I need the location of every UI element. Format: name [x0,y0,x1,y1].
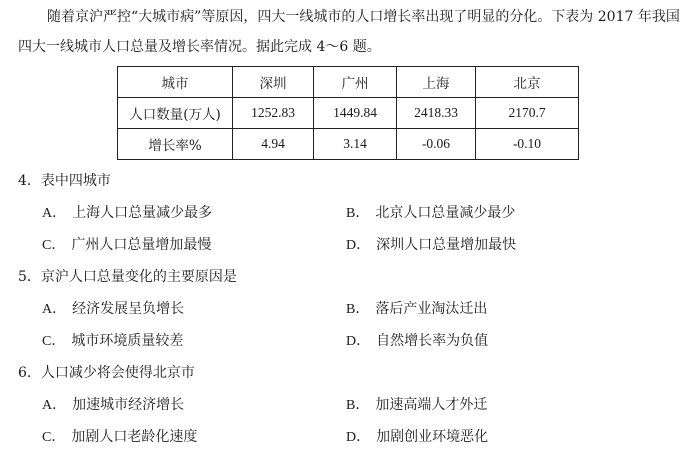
table-header-cell: 广州 [314,67,397,98]
table-row [118,129,579,160]
option-letter: B． [346,206,370,221]
q6-option-b [346,395,487,416]
question-4-stem: 4．表中四城市 [18,173,111,189]
intro-line-2: 四大一线城市人口总量及增长率情况。据此完成 4～6 题。 [18,39,381,55]
option-text: 加速高端人才外迁 [375,397,488,413]
table-row-label: 增长率% [118,129,233,160]
table-header-row [118,67,579,98]
q4-option-a [42,203,212,224]
q5-option-d [346,331,488,352]
table-cell: 1252.83 [233,98,314,129]
table-cell: 4.94 [233,129,314,160]
question-5-stem: 5．京沪人口总量变化的主要原因是 [18,269,237,285]
option-letter: C． [42,334,66,349]
table-cell: -0.06 [397,129,476,160]
q4-option-c [42,235,211,256]
option-text: 北京人口总量减少最少 [375,205,516,221]
option-letter: A． [42,302,67,317]
option-letter: A． [42,398,67,413]
table-header-cell: 北京 [476,67,579,98]
table-row-label: 人口数量(万人) [118,98,233,129]
table-cell: 2418.33 [397,98,476,129]
q4-option-d [346,235,516,256]
q4-option-b [346,203,515,224]
q6-option-a [42,395,184,416]
option-text: 落后产业淘汰迁出 [375,301,488,317]
q5-option-c [42,331,183,352]
option-text: 经济发展呈负增长 [72,301,185,317]
table-cell: 1449.84 [314,98,397,129]
option-text: 上海人口总量减少最多 [72,205,213,221]
q5-option-a [42,299,184,320]
option-letter: D． [346,238,371,253]
table-header-cell: 城市 [118,67,233,98]
option-letter: B． [346,398,370,413]
population-table [117,66,579,160]
option-text: 加速城市经济增长 [72,397,185,413]
q5-option-b [346,299,487,320]
option-text: 加剧创业环境恶化 [376,429,489,445]
option-text: 深圳人口总量增加最快 [376,237,517,253]
q6-option-c [42,427,197,448]
table-cell: -0.10 [476,129,579,160]
question-6-stem: 6．人口减少将会使得北京市 [18,365,195,381]
option-letter: D． [346,430,371,445]
table-header-cell: 上海 [397,67,476,98]
table-row [118,98,579,129]
table-cell: 2170.7 [476,98,579,129]
intro-line-1: 随着京沪严控“大城市病”等原因，四大一线城市的人口增长率出现了明显的分化。下表为 2017 年我国 [47,9,680,25]
option-letter: C． [42,430,66,445]
option-text: 加剧人口老龄化速度 [71,429,198,445]
option-letter: D． [346,334,371,349]
option-text: 广州人口总量增加最慢 [71,237,212,253]
q6-option-d [346,427,488,448]
table-cell: 3.14 [314,129,397,160]
option-letter: C． [42,238,66,253]
option-text: 自然增长率为负值 [376,333,489,349]
option-letter: B． [346,302,370,317]
option-letter: A． [42,206,67,221]
option-text: 城市环境质量较差 [71,333,184,349]
table-header-cell: 深圳 [233,67,314,98]
